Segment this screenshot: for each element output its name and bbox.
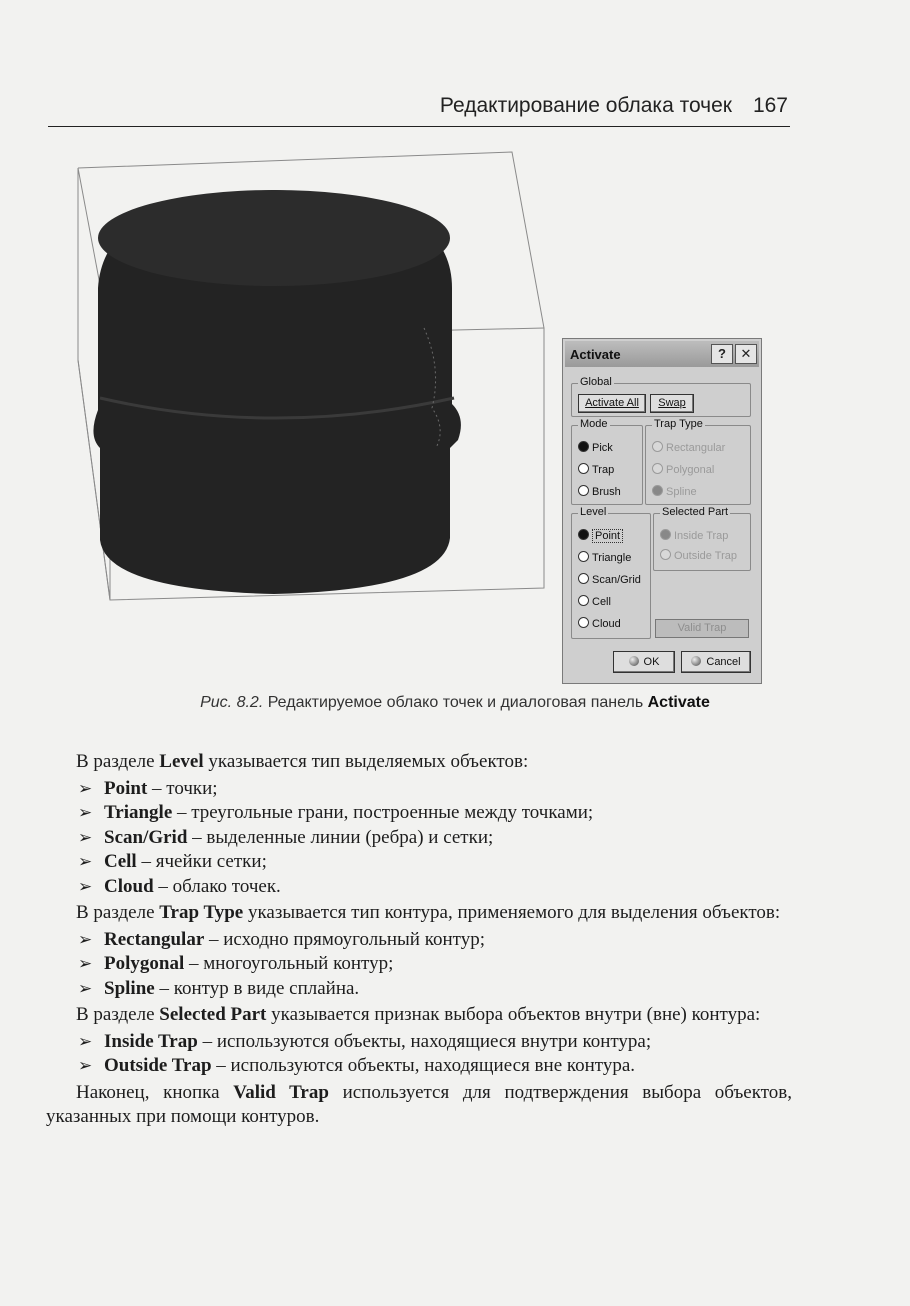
- radio-label: Brush: [592, 486, 621, 498]
- bullet-arrow-icon: ➢: [78, 1031, 93, 1051]
- list-item: ➢ Scan/Grid – выделенные линии (ребра) и сетки;: [46, 826, 792, 851]
- bullet-arrow-icon: ➢: [78, 1056, 93, 1075]
- trap-type-group: [645, 418, 751, 505]
- list-item: ➢ Polygonal – многоугольный контур;: [46, 952, 792, 977]
- radio-label: Inside Trap: [674, 530, 729, 542]
- mode-group: [571, 418, 643, 505]
- dialog-titlebar[interactable]: [565, 341, 759, 367]
- radio-label: Rectangular: [666, 442, 726, 454]
- bullet-arrow-icon: ➢: [78, 876, 93, 896]
- bullet-arrow-icon: ➢: [78, 954, 93, 973]
- running-title: Редактирование облака точек: [439, 94, 732, 117]
- list-item: ➢ Cloud – облако точек.: [46, 875, 792, 900]
- page-header: [48, 92, 790, 127]
- radio-label: Pick: [592, 442, 613, 454]
- level-list: [46, 777, 792, 900]
- cancel-icon: [691, 656, 701, 666]
- radio-dot: [578, 441, 589, 452]
- global-group: [571, 376, 751, 417]
- trap-type-paragraph: В разделе Trap Type указывается тип контура, применяемого для выделения объектов:: [76, 902, 781, 923]
- level-triangle-radio[interactable]: [578, 550, 631, 566]
- level-cell-radio[interactable]: [578, 594, 611, 610]
- activate-all-button[interactable]: Activate All: [578, 394, 646, 413]
- cancel-button[interactable]: [681, 651, 751, 673]
- radio-dot: [578, 617, 589, 628]
- level-scan-grid-radio[interactable]: [578, 572, 641, 588]
- ok-icon: [629, 656, 639, 666]
- activate-dialog: [562, 338, 762, 684]
- dialog-title: Activate: [570, 347, 621, 362]
- valid-trap-button[interactable]: Valid Trap: [655, 619, 749, 638]
- caption-bold: Activate: [647, 694, 710, 711]
- caption-prefix: Рис. 8.2.: [200, 694, 264, 711]
- selected-part-paragraph: В разделе Selected Part указывается признак выбора объектов внутри (вне) контура:: [76, 1004, 761, 1025]
- radio-label: Point: [592, 529, 623, 543]
- selected-part-group: [653, 506, 751, 571]
- level-group: [571, 506, 651, 639]
- inside-trap-radio[interactable]: [660, 528, 728, 544]
- level-label: Level: [580, 506, 607, 518]
- trap-type-list: [46, 928, 792, 1002]
- list-item: ➢ Spline – контур в виде сплайна.: [46, 977, 792, 1002]
- level-point-radio[interactable]: [578, 528, 623, 544]
- radio-label: Polygonal: [666, 464, 715, 476]
- radio-label: Scan/Grid: [592, 574, 641, 586]
- figure-caption: [0, 694, 910, 712]
- outside-trap-radio[interactable]: [660, 548, 737, 564]
- level-cloud-radio[interactable]: [578, 616, 621, 632]
- radio-dot: [652, 485, 663, 496]
- close-button[interactable]: ✕: [735, 344, 757, 364]
- help-button[interactable]: ?: [711, 344, 733, 364]
- cancel-label: Cancel: [706, 656, 741, 668]
- radio-dot: [578, 463, 589, 474]
- swap-button[interactable]: Swap: [650, 394, 694, 413]
- trap-type-label: Trap Type: [654, 418, 703, 430]
- page-number: 167: [752, 94, 788, 117]
- radio-dot: [578, 551, 589, 562]
- mode-label: Mode: [580, 418, 608, 430]
- bullet-arrow-icon: ➢: [78, 778, 93, 798]
- radio-label: Spline: [666, 486, 697, 498]
- bullet-arrow-icon: ➢: [78, 852, 93, 871]
- bullet-arrow-icon: ➢: [78, 827, 93, 847]
- list-item: ➢ Triangle – треугольные грани, построенные между точками;: [46, 801, 792, 826]
- selected-part-list: [46, 1030, 792, 1079]
- mode-brush-radio[interactable]: [578, 484, 621, 500]
- bullet-arrow-icon: ➢: [78, 978, 93, 998]
- radio-dot: [652, 463, 663, 474]
- list-item: ➢ Cell – ячейки сетки;: [46, 850, 792, 875]
- radio-label: Triangle: [592, 552, 632, 564]
- trap-spline-radio[interactable]: [652, 484, 697, 500]
- global-label: Global: [580, 376, 612, 388]
- list-item: ➢ Point – точки;: [46, 777, 792, 802]
- final-paragraph: Наконец, кнопка Valid Trap используется для подтверждения выбора объектов, указанных при помощи контуров.: [46, 1081, 792, 1127]
- point-cloud-object: [93, 190, 460, 594]
- radio-dot: [578, 595, 589, 606]
- radio-dot: [660, 549, 671, 560]
- list-item: ➢ Outside Trap – используются объекты, находящиеся вне контура.: [46, 1054, 792, 1079]
- bullet-arrow-icon: ➢: [78, 929, 93, 949]
- body-text: [46, 750, 792, 1132]
- mode-trap-radio[interactable]: [578, 462, 614, 478]
- trap-rectangular-radio[interactable]: [652, 440, 725, 456]
- radio-dot: [578, 573, 589, 584]
- radio-dot: [652, 441, 663, 452]
- radio-label: Trap: [592, 464, 615, 476]
- radio-label: Cloud: [592, 618, 621, 630]
- ok-label: OK: [643, 656, 660, 668]
- level-paragraph: В разделе Level указывается тип выделяемых объектов:: [76, 751, 529, 772]
- radio-dot: [578, 529, 589, 540]
- mode-pick-radio[interactable]: [578, 440, 613, 456]
- list-item: ➢ Inside Trap – используются объекты, находящиеся внутри контура;: [46, 1030, 792, 1055]
- bullet-arrow-icon: ➢: [78, 803, 93, 822]
- radio-dot: [578, 485, 589, 496]
- radio-dot: [660, 529, 671, 540]
- selected-part-label: Selected Part: [662, 506, 729, 518]
- trap-polygonal-radio[interactable]: [652, 462, 714, 478]
- radio-label: Outside Trap: [674, 550, 737, 562]
- radio-label: Cell: [592, 596, 611, 608]
- list-item: ➢ Rectangular – исходно прямоугольный контур;: [46, 928, 792, 953]
- caption-text: Редактируемое облако точек и диалоговая панель: [263, 694, 648, 711]
- ok-button[interactable]: [613, 651, 675, 673]
